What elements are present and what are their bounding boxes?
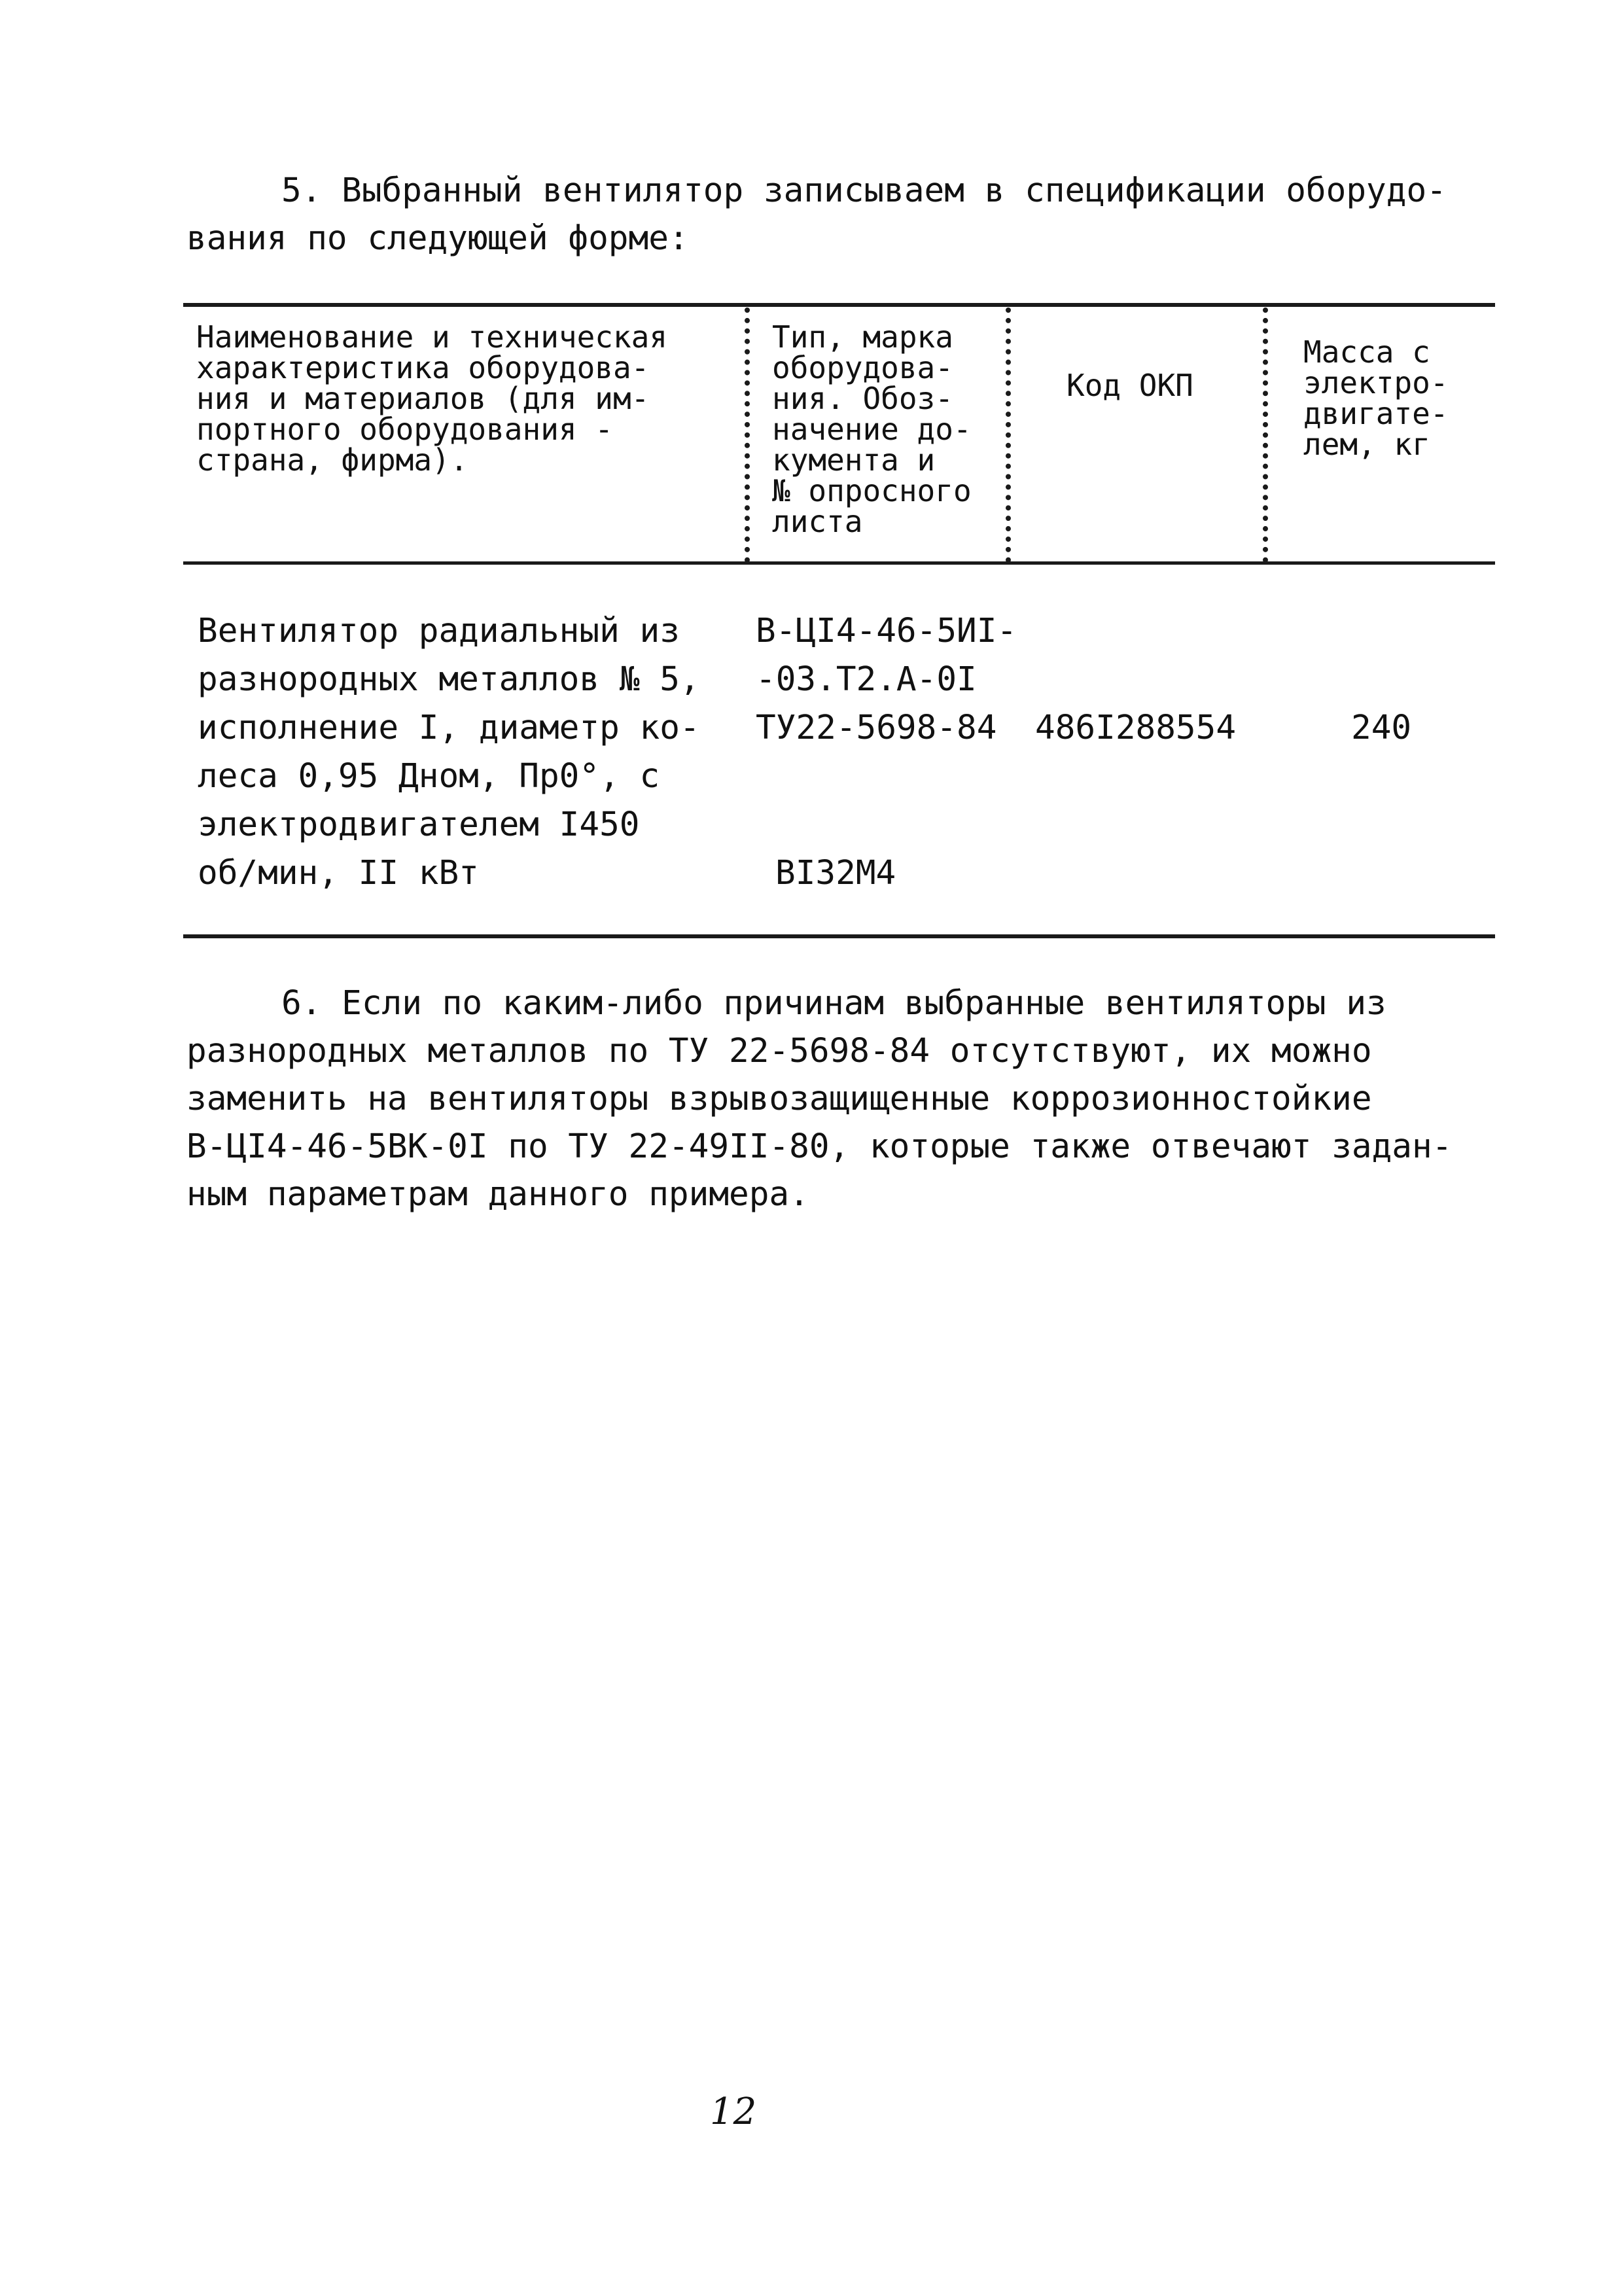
- cell-name: [198, 607, 700, 898]
- header-type-line: кумента и: [772, 442, 936, 478]
- header-type-line: № опросного: [772, 473, 972, 508]
- cell-type-line: ТУ22-5698-84: [756, 709, 997, 747]
- header-mass-line: Масса с: [1303, 334, 1430, 370]
- header-name-line: ния и материалов (для им-: [196, 381, 650, 416]
- paragraph-5: [186, 167, 1469, 262]
- header-code-line: Код ОКП: [1067, 368, 1193, 403]
- header-name-line: портного оборудования -: [196, 412, 613, 447]
- paragraph-6-line: 6. Если по каким-либо причинам выбранные вентиляторы из: [281, 984, 1386, 1023]
- cell-type-line: ВI32М4: [775, 854, 896, 892]
- column-divider: [745, 308, 750, 563]
- cell-mass-value: 240: [1351, 709, 1412, 747]
- cell-type-line: [756, 801, 1017, 849]
- table-header-rule: [183, 561, 1495, 565]
- column-divider: [1006, 308, 1011, 563]
- header-type-line: ния. Обоз-: [772, 381, 953, 416]
- header-type-line: оборудова-: [772, 350, 953, 385]
- cell-name-line: леса 0,95 Дном, Пр0°, с: [198, 757, 660, 796]
- cell-type-line: -03.Т2.А-0I: [756, 660, 977, 699]
- table-top-rule: [183, 303, 1495, 307]
- header-type-line: начение до-: [772, 412, 972, 447]
- header-mass-line: двигате-: [1303, 396, 1449, 431]
- header-type-line: листа: [772, 504, 863, 539]
- paragraph-6-line: В-ЦI4-46-5ВК-0I по ТУ 22-49II-80, которые также отвечают задан-: [186, 1127, 1453, 1166]
- header-mass-line: электро-: [1303, 365, 1449, 400]
- cell-type-line: [756, 752, 1017, 801]
- column-divider: [1263, 308, 1268, 563]
- cell-type-line: В-ЦI4-46-5ИI-: [756, 612, 1017, 650]
- cell-name-line: разнородных металлов № 5,: [198, 660, 700, 699]
- cell-name-line: Вентилятор радиальный из: [198, 612, 680, 650]
- header-code: [1067, 370, 1193, 401]
- header-mass-line: лем, кг: [1303, 427, 1430, 462]
- paragraph-6: [186, 980, 1469, 1218]
- cell-name-line: об/мин, II кВт: [198, 854, 479, 892]
- cell-code-value: 486I288554: [1035, 709, 1237, 747]
- page-number: 12: [710, 2091, 757, 2133]
- cell-name-line: исполнение I, диаметр ко-: [198, 709, 700, 747]
- cell-name-line: электродвигателем I450: [198, 805, 640, 844]
- paragraph-5-line: 5. Выбранный вентилятор записываем в спецификации оборудо-: [281, 171, 1447, 210]
- table-bottom-rule: [183, 934, 1495, 938]
- header-name-line: характеристика оборудова-: [196, 350, 650, 385]
- cell-mass: [1351, 704, 1411, 752]
- cell-code: [1035, 704, 1236, 752]
- paragraph-6-line: заменить на вентиляторы взрывозащищенные коррозионностойкие: [186, 1080, 1372, 1118]
- paragraph-6-line: ным параметрам данного примера.: [186, 1175, 809, 1214]
- paragraph-5-line: вания по следующей форме:: [186, 219, 689, 258]
- cell-type: [756, 607, 1017, 898]
- header-type: [772, 319, 972, 539]
- header-type-line: Тип, марка: [772, 319, 953, 355]
- header-name-line: Наименование и техническая: [196, 319, 668, 355]
- header-name-line: страна, фирма).: [196, 442, 468, 478]
- paragraph-6-line: разнородных металлов по ТУ 22-5698-84 отсутствуют, их можно: [186, 1032, 1372, 1070]
- header-name: [196, 319, 668, 478]
- header-mass: [1303, 334, 1449, 462]
